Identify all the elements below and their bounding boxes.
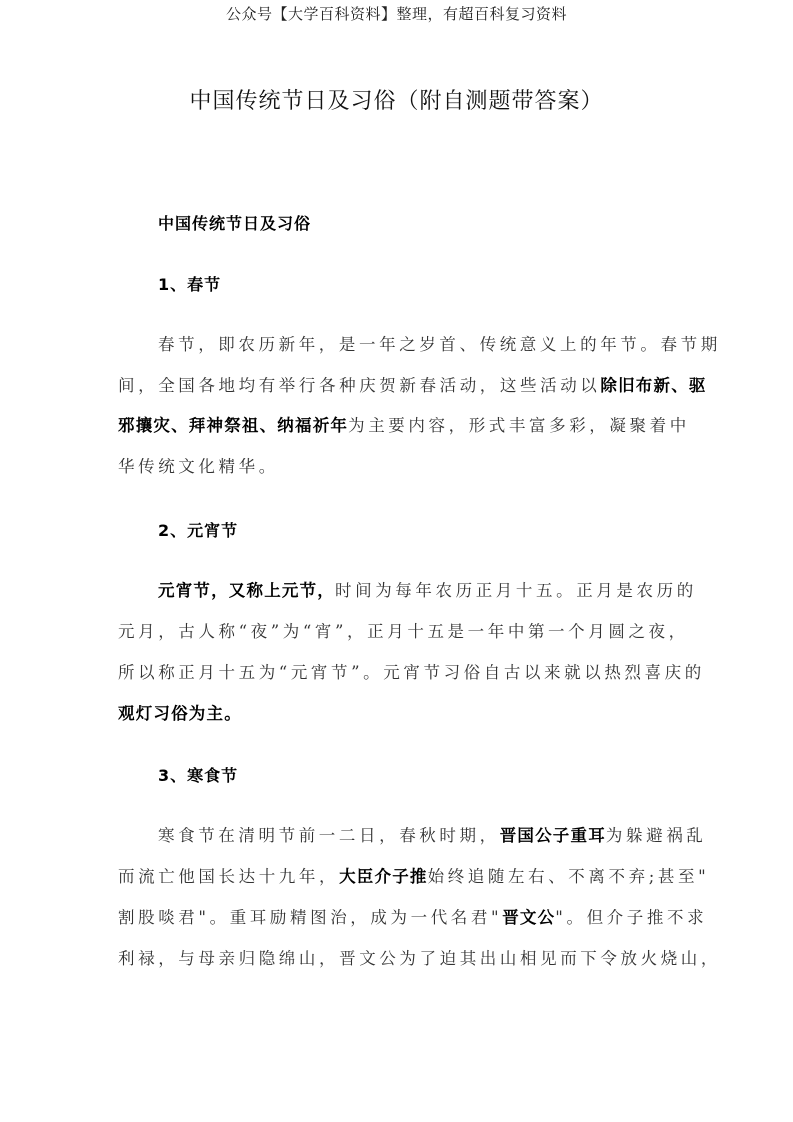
- text-run: 始终追随左右、不离不弃;甚至": [427, 867, 710, 886]
- text-run: 为主要内容，形式丰富多彩，凝聚着中: [348, 416, 690, 435]
- text-run: "。但介子推不求: [555, 908, 708, 927]
- text-run: 间，全国各地均有举行各种庆贺新春活动，这些活动以: [118, 376, 601, 395]
- paragraph-line: [158, 331, 721, 355]
- text-run: 为躲避祸乱: [605, 826, 707, 845]
- paragraph-line: [118, 659, 705, 683]
- bold-text-run: 元宵节，又称上元节，: [158, 581, 335, 600]
- paragraph-line: [118, 412, 690, 436]
- text-run: 华传统文化精华。: [118, 457, 279, 476]
- bold-text-run: 除旧布新、驱: [600, 376, 707, 395]
- text-run: 而流亡他国长达十九年，: [118, 867, 340, 886]
- paragraph-line: [118, 904, 708, 928]
- paragraph-line: [118, 618, 689, 642]
- text-run: 利禄，与母亲归隐绵山，晋文公为了迫其出山相见而下令放火烧山，: [118, 949, 721, 968]
- heading-spring-festival: 1、春节: [158, 275, 222, 294]
- text-run: 所以称正月十五为“元宵节”。元宵节习俗自古以来就以热烈喜庆的: [118, 663, 705, 682]
- text-run: 时间为每年农历正月十五。正月是农历的: [335, 581, 697, 600]
- header-note: 公众号【大学百科资料】整理，有超百科复习资料: [225, 5, 567, 23]
- text-run: 寒食节在清明节前一二日，春秋时期，: [158, 826, 500, 845]
- bold-text-run: 晋国公子重耳: [499, 826, 606, 845]
- bold-text-run: 晋文公: [502, 908, 556, 927]
- heading-lantern-festival: 2、元宵节: [158, 521, 239, 540]
- heading-cold-food-festival: 3、寒食节: [158, 766, 239, 785]
- bold-text-run: 邪攘灾、拜神祭祖、纳福祈年: [118, 416, 349, 435]
- text-run: 割股啖君"。重耳励精图治，成为一代名君": [118, 908, 503, 927]
- paragraph-line: [118, 453, 678, 477]
- paragraph-line: [118, 863, 710, 887]
- paragraph-line: [118, 372, 707, 396]
- paragraph-line: [118, 700, 678, 724]
- paragraph-line: [118, 945, 721, 969]
- paragraph-line: [158, 822, 707, 846]
- bold-text-run: 大臣介子推: [339, 867, 428, 886]
- bold-text-run: 观灯习俗为主。: [118, 704, 242, 723]
- section-title: 中国传统节日及习俗: [158, 214, 312, 233]
- paragraph-line: [158, 577, 697, 601]
- text-run: 春节，即农历新年，是一年之岁首、传统意义上的年节。春节期: [158, 335, 721, 354]
- document-title: 中国传统节日及习俗（附自测题带答案）: [189, 89, 604, 114]
- text-run: 元月，古人称“夜”为“宵”，正月十五是一年中第一个月圆之夜，: [118, 622, 689, 641]
